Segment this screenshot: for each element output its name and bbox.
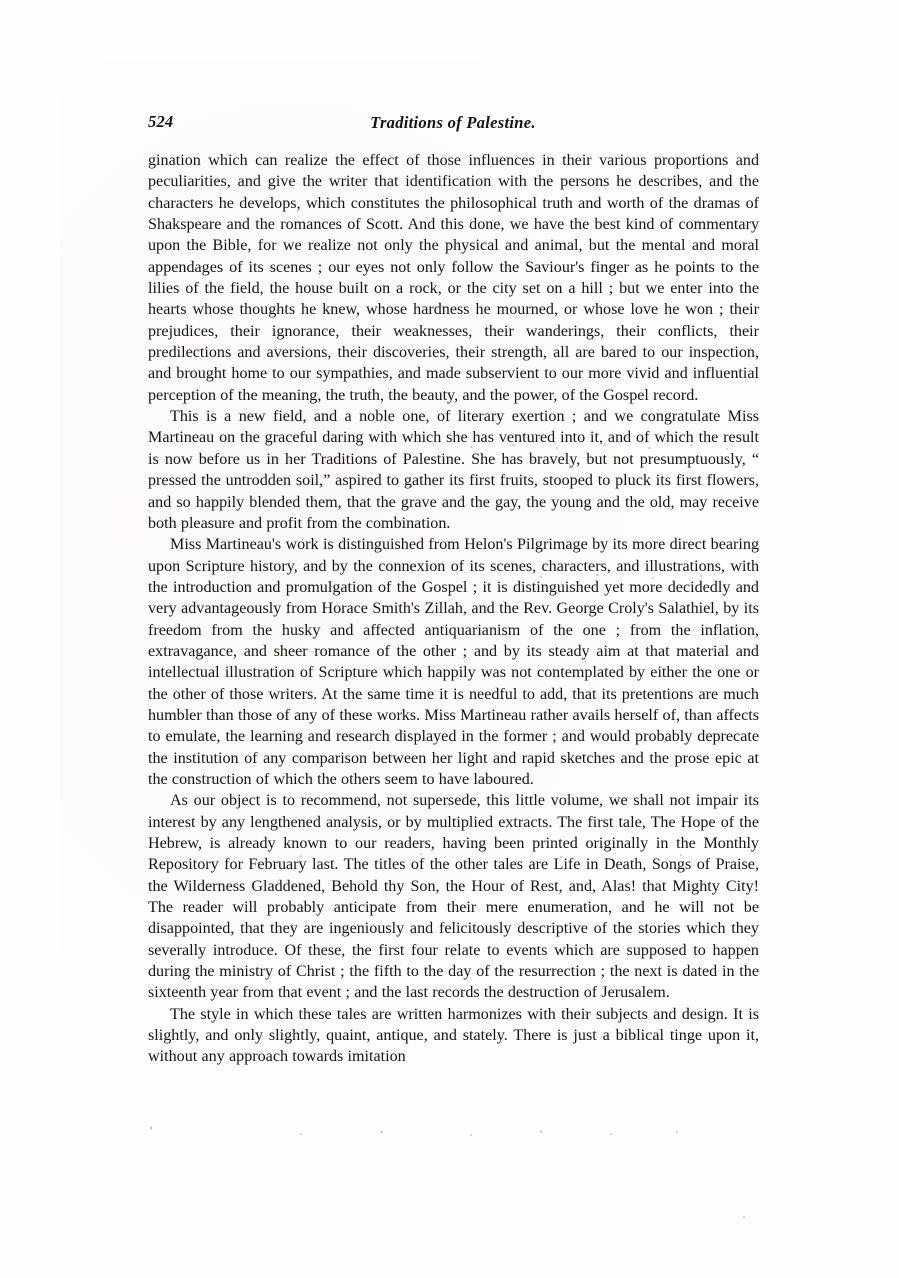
scan-speckle	[743, 1216, 745, 1218]
running-head	[148, 112, 758, 138]
page-number: 524	[148, 112, 174, 131]
scan-speckle	[470, 1134, 472, 1136]
paragraph: The style in which these tales are written harmonizes with their subjects and design. It is slightly, and only slightly, quaint, antique, and stately. There is just a biblical tinge upon it, without any approach towards imitation	[148, 1005, 759, 1066]
scan-speckle	[676, 1131, 678, 1133]
scan-speckle	[150, 1126, 152, 1130]
scan-speckle	[610, 1133, 612, 1135]
paragraph: As our object is to recommend, not supersede, this little volume, we shall not impair its interest by any lengthened analysis, or by multiplied extracts. The first tale, The Hope of the Hebrew, is already known to our readers, having been printed originally in the Monthly Repository for February last. The titles of the other tales are Life in Death, Songs of Praise, the Wilderness Gladdened, Behold thy Son, the Hour of Rest, and, Alas! that Mighty City! The reader will probably anticipate from their mere enumeration, and he will not be disappointed, that they are ingeniously and felicitously descriptive of the stories which they severally introduce. Of these, the first four relate to events which are supposed to happen during the ministry of Christ ; the fifth to the day of the resurrection ; the next is dated in the sixteenth year from that event ; and the last records the destruction of Jerusalem.	[148, 792, 759, 1002]
paragraph: gination which can realize the effect of those influences in their various proportions and peculiarities, and give the writer that identification with the persons he describes, and the characters he develops, which constitutes the philosophical truth and worth of the dramas of Shakspeare and the romances of Scott. And this done, we have the best kind of commentary upon the Bible, for we realize not only the physical and animal, but the mental and moral appendages of its scenes ; our eyes not only follow the Saviour's finger as he points to the lilies of the field, the house built on a rock, or the city set on a hill ; but we enter into the hearts whose thoughts he knew, whose hardness he mourned, or whose love he won ; their prejudices, their ignorance, their weaknesses, their wanderings, their conflicts, their predilections and aversions, their discoveries, their strength, all are bared to our inspection, and brought home to our sympathies, and made subservient to our more vivid and influential perception of the meaning, the truth, the beauty, and the power, of the Gospel record.	[148, 152, 759, 404]
text-block	[148, 150, 759, 1068]
scan-speckle	[540, 1130, 542, 1133]
scan-speckle	[380, 1131, 383, 1133]
running-title: Traditions of Palestine.	[370, 113, 536, 132]
paragraph: Miss Martineau's work is distinguished from Helon's Pilgrimage by its more direct bearing upon Scripture history, and by the connexion of its scenes, characters, and illustrations, with the introduction and promulgation of the Gospel ; it is distinguished yet more decidedly and very advantageously from Horace Smith's Zillah, and the Rev. George Croly's Salathiel, by its freedom from the husky and affected antiquarianism of the one ; from the inflation, extravagance, and sheer romance of the other ; and by its steady aim at that material and intellectual illustration of Scripture which happily was not contemplated by either the one or the other of those writers. At the same time it is needful to add, that its pretentions are much humbler than those of any of these works. Miss Martineau rather avails herself of, than affects to emulate, the learning and research displayed in the former ; and would probably deprecate the institution of any comparison between her light and rapid sketches and the prose epic at the construction of which the others seem to have laboured.	[148, 536, 759, 788]
scan-speckle	[300, 1133, 302, 1135]
paragraph: This is a new field, and a noble one, of literary exertion ; and we congratulate Miss Martineau on the graceful daring with which she has ventured into it, and of which the result is now before us in her Traditions of Palestine. She has bravely, but not presumptuously, “ pressed the untrodden soil,” aspired to gather its first fruits, stooped to pluck its first flowers, and so happily blended them, that the grave and the gay, the young and the old, may receive both pleasure and profit from the combination.	[148, 408, 759, 532]
